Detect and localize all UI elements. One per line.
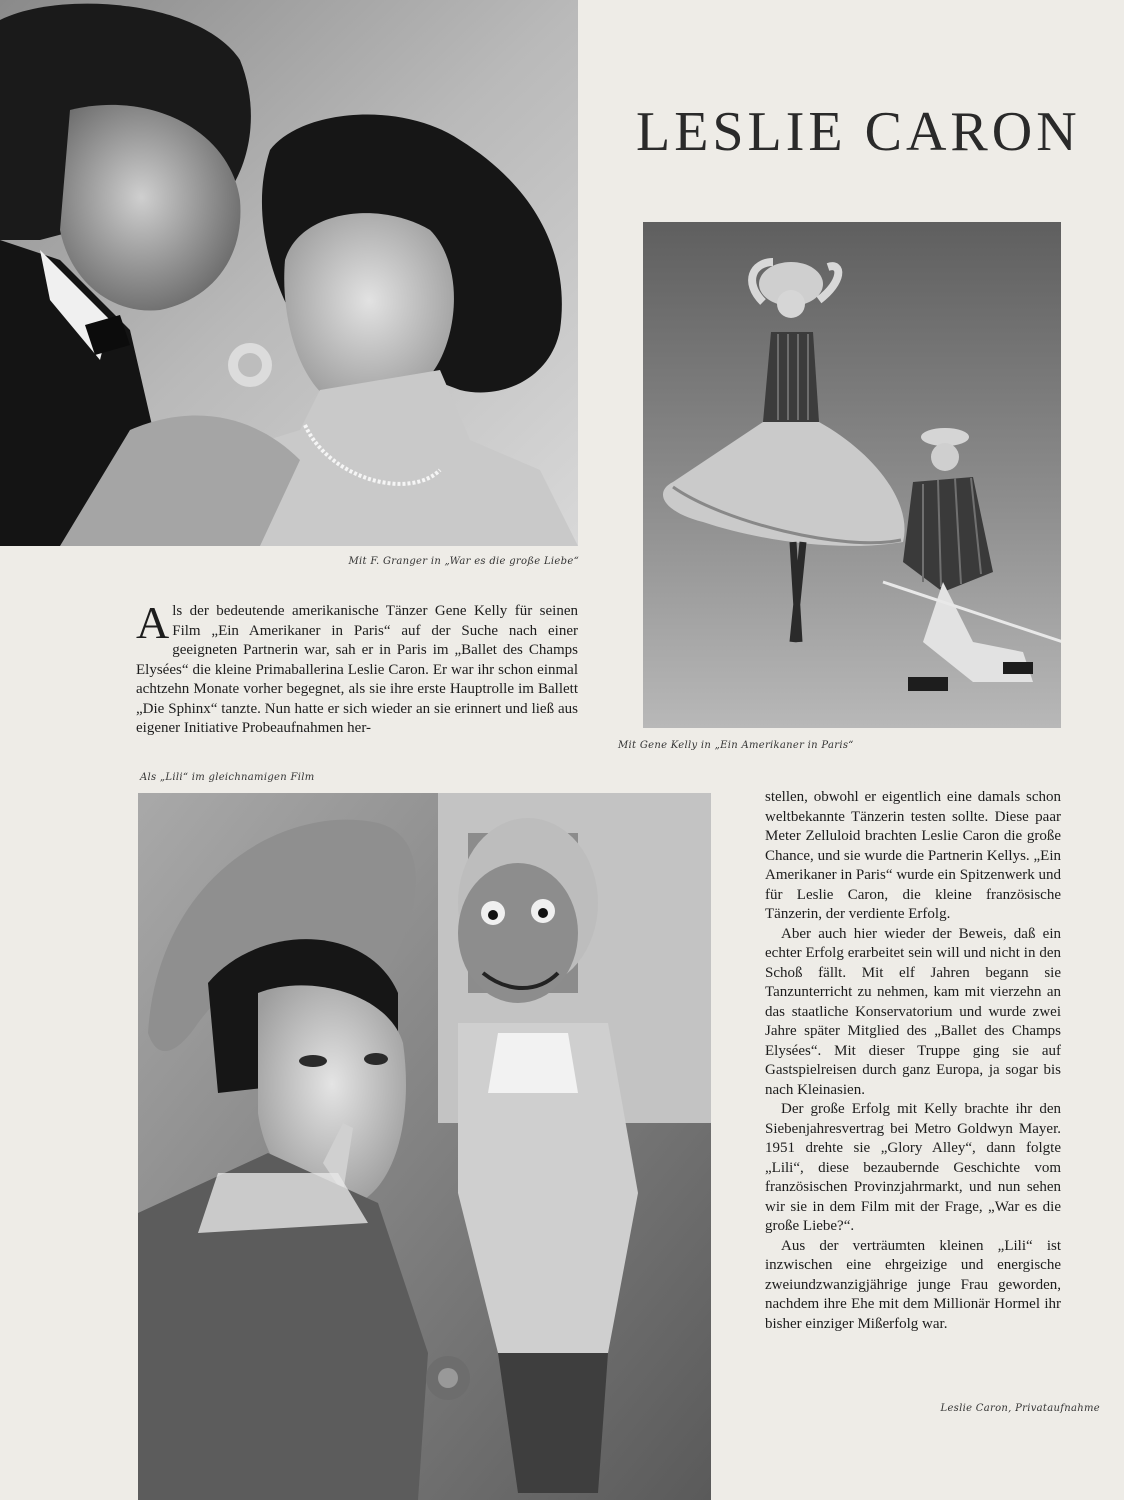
paragraph-3: Der große Erfolg mit Kelly brachte ihr den Siebenjahresvertrag bei Metro Goldwyn Mayer. 1951 drehte sie „Glory Alley“, dann folgte „Lili“, diese bezaubernde Geschichte vom französischen Provinzjahrmarkt, und nun sehen wir sie in dem Film mit der Frage, „War es die große Liebe?“. [765,1101,1061,1234]
caption-top-right: Mit Gene Kelly in „Ein Amerikaner in Paris“ [618,740,854,751]
page-title: LESLIE CARON [636,101,1081,163]
photo-granger-couple [0,0,578,546]
article-intro [136,597,578,739]
caption-top-left: Mit F. Granger in „War es die große Liebe“ [348,556,579,567]
paragraph-4: Aus der verträumten kleinen „Lili“ ist inzwischen eine ehrgeizige und energische zweiundzwanzigjährige junge Frau geworden, nachdem ihre Ehe mit dem Millionär Hormel ihr bisher einziger Mißerfolg war. [765,1237,1061,1332]
caption-bottom-left: Als „Lili“ im gleichnamigen Film [140,772,315,783]
continuation-paragraph: stellen, obwohl er eigentlich eine damals schon weltbekannte Tänzerin testen sollte. Diese paar Meter Zelluloid brachten Leslie Caron die große Chance, und sie wurde die Partnerin Kellys. „Ein Amerikaner in Paris“ wurde ein Spitzenwerk und für Leslie Caron, die kleine französische Tänzerin, der verdiente Erfolg. [765,789,1061,922]
caption-bottom-right: Leslie Caron, Privataufnahme [940,1403,1100,1414]
photo-gene-kelly-dance [643,222,1061,728]
article-right-column [765,788,1061,1334]
intro-text: ls der bedeutende amerikanische Tänzer Gene Kelly für seinen Film „Ein Amerikaner in Paris“ auf der Suche nach einer geeigneten Partnerin war, sah er in Paris im „Ballet des Champs Elysées“ die kleine Primaballerina Leslie Caron. Er war ihr schon einmal achtzehn Monate vorher begegnet, als sie ihre erste Hauptrolle im Ballett „Die Sphinx“ tanzte. Nun hatte er sich wieder an sie erinnert und ließ aus eigener Initiative Probeaufnahmen her- [136,603,578,736]
paragraph-2: Aber auch hier wieder der Beweis, daß ein echter Erfolg erarbeitet sein will und nicht in den Schoß fällt. Mit elf Jahren begann sie Tanzunterricht zu nehmen, kam mit vierzehn an das staatliche Konservatorium und wurde zwei Jahre später Mitglied des „Ballet des Champs Elysées“. Mit dieser Truppe ging sie auf Gastspielreisen durch ganz Europa, ja sogar bis nach Kleinasien. [765,925,1061,1098]
dropcap: A [136,597,170,648]
photo-lili-puppet [138,793,711,1500]
